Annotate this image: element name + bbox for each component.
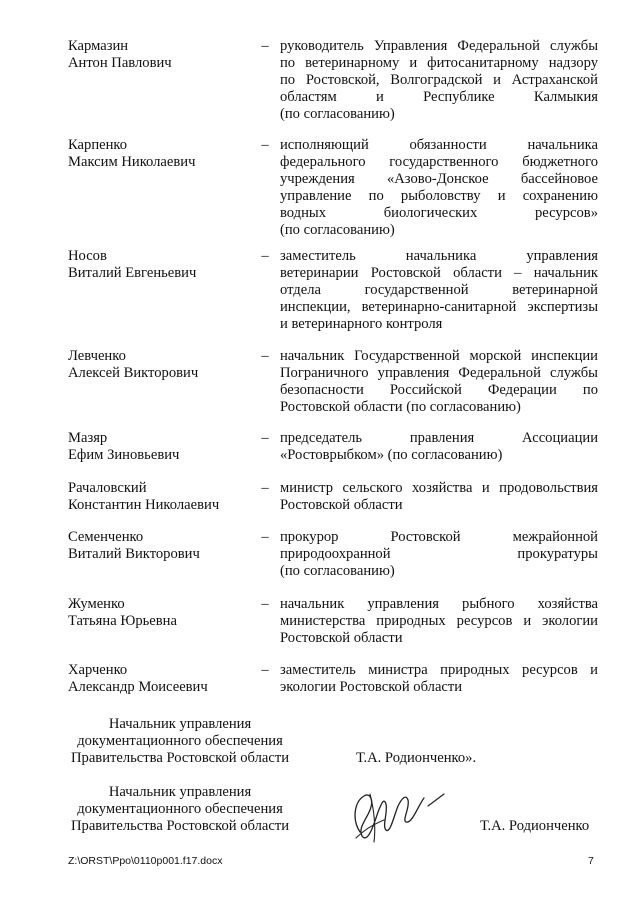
member-role xyxy=(280,430,598,464)
signatory-name: Т.А. Родионченко xyxy=(480,818,590,834)
role-line: областям и Республике Калмыкия xyxy=(280,89,598,105)
role-line: федерального государственного бюджетного xyxy=(280,154,598,170)
signature-block xyxy=(60,784,300,835)
member-surname: Карпенко xyxy=(68,137,128,153)
role-line: председатель правления Ассоциации xyxy=(280,430,598,446)
member-role xyxy=(280,38,598,123)
member-given-names: Алексей Викторович xyxy=(68,365,199,381)
role-line: (по согласованию) xyxy=(280,563,395,579)
member-name xyxy=(68,248,248,282)
member-role xyxy=(280,596,598,647)
dash-separator: – xyxy=(261,348,269,364)
member-name xyxy=(68,529,248,563)
role-line: отдела государственной ветеринарной xyxy=(280,282,598,298)
member-surname: Кармазин xyxy=(68,38,129,54)
title-line: Начальник управления xyxy=(108,716,252,732)
member-given-names: Максим Николаевич xyxy=(68,154,196,170)
dash-separator: – xyxy=(261,248,269,264)
member-surname: Жуменко xyxy=(68,596,125,612)
member-surname: Рачаловский xyxy=(68,480,147,496)
dash-separator: – xyxy=(261,38,269,54)
role-line: Пограничного управления Федеральной службы xyxy=(280,365,598,381)
footer-page-number: 7 xyxy=(588,855,594,867)
role-line: инспекции, ветеринарно-санитарной экспертизы xyxy=(280,299,598,315)
member-surname: Мазяр xyxy=(68,430,108,446)
member-name xyxy=(68,137,248,171)
role-line: заместитель начальника управления xyxy=(280,248,598,264)
role-line: безопасности Российской Федерации по xyxy=(280,382,598,398)
role-line: прокурор Ростовской межрайонной xyxy=(280,529,598,545)
role-line: по Ростовской, Волгоградской и Астраханской xyxy=(280,72,598,88)
role-line: «Ростоврыбком» (по согласованию) xyxy=(280,447,503,463)
dash-separator: – xyxy=(261,529,269,545)
member-role xyxy=(280,662,598,696)
signatory-name: Т.А. Родионченко». xyxy=(356,750,477,766)
member-role xyxy=(280,348,598,416)
role-line: начальник Государственной морской инспекции xyxy=(280,348,598,364)
role-line: исполняющий обязанности начальника xyxy=(280,137,598,153)
member-given-names: Александр Моисеевич xyxy=(68,679,208,695)
dash-separator: – xyxy=(261,480,269,496)
member-name xyxy=(68,38,248,72)
role-line: Ростовской области xyxy=(280,497,403,513)
member-role xyxy=(280,480,598,514)
role-line: Ростовской области (по согласованию) xyxy=(280,399,521,415)
role-line: Ростовской области xyxy=(280,630,403,646)
title-line: Начальник управления xyxy=(108,784,252,800)
role-line: и ветеринарного контроля xyxy=(280,316,443,332)
member-surname: Харченко xyxy=(68,662,128,678)
signature-block xyxy=(60,716,300,767)
member-surname: Носов xyxy=(68,248,107,264)
member-name xyxy=(68,662,248,696)
member-name xyxy=(68,480,248,514)
dash-separator: – xyxy=(261,137,269,153)
member-given-names: Виталий Викторович xyxy=(68,546,200,562)
role-line: природоохранной прокуратуры xyxy=(280,546,598,562)
title-line: Правительства Ростовской области xyxy=(70,818,290,834)
signatory-title xyxy=(60,716,300,767)
title-line: документационного обеспечения xyxy=(77,733,283,749)
handwritten-signature xyxy=(340,780,450,850)
dash-separator: – xyxy=(261,596,269,612)
member-name xyxy=(68,596,248,630)
role-line: управление по рыболовству и сохранению xyxy=(280,188,598,204)
dash-separator: – xyxy=(261,430,269,446)
role-line: по ветеринарному и фитосанитарному надзору xyxy=(280,55,598,71)
role-line: учреждения «Азово-Донское бассейновое xyxy=(280,171,598,187)
member-name xyxy=(68,430,248,464)
member-surname: Семенченко xyxy=(68,529,144,545)
role-line: ветеринарии Ростовской области – начальник xyxy=(280,265,598,281)
member-given-names: Константин Николаевич xyxy=(68,497,220,513)
member-name xyxy=(68,348,248,382)
member-role xyxy=(280,137,598,239)
member-given-names: Татьяна Юрьевна xyxy=(68,613,177,629)
signatory-title xyxy=(60,784,300,835)
role-line: экологии Ростовской области xyxy=(280,679,463,695)
dash-separator: – xyxy=(261,662,269,678)
role-line: (по согласованию) xyxy=(280,106,395,122)
role-line: руководитель Управления Федеральной службы xyxy=(280,38,598,54)
member-role xyxy=(280,248,598,333)
member-given-names: Ефим Зиновьевич xyxy=(68,447,180,463)
title-line: Правительства Ростовской области xyxy=(70,750,290,766)
role-line: заместитель министра природных ресурсов и xyxy=(280,662,598,678)
role-line: начальник управления рыбного хозяйства xyxy=(280,596,598,612)
role-line: министр сельского хозяйства и продовольствия xyxy=(280,480,598,496)
role-line: (по согласованию) xyxy=(280,222,395,238)
title-line: документационного обеспечения xyxy=(77,801,283,817)
role-line: водных биологических ресурсов» xyxy=(280,205,598,221)
footer-file-path: Z:\ORST\Ppo\0110p001.f17.docx xyxy=(68,855,223,867)
member-given-names: Антон Павлович xyxy=(68,55,172,71)
role-line: министерства природных ресурсов и экологии xyxy=(280,613,598,629)
member-surname: Левченко xyxy=(68,348,126,364)
member-role xyxy=(280,529,598,580)
member-given-names: Виталий Евгеньевич xyxy=(68,265,197,281)
